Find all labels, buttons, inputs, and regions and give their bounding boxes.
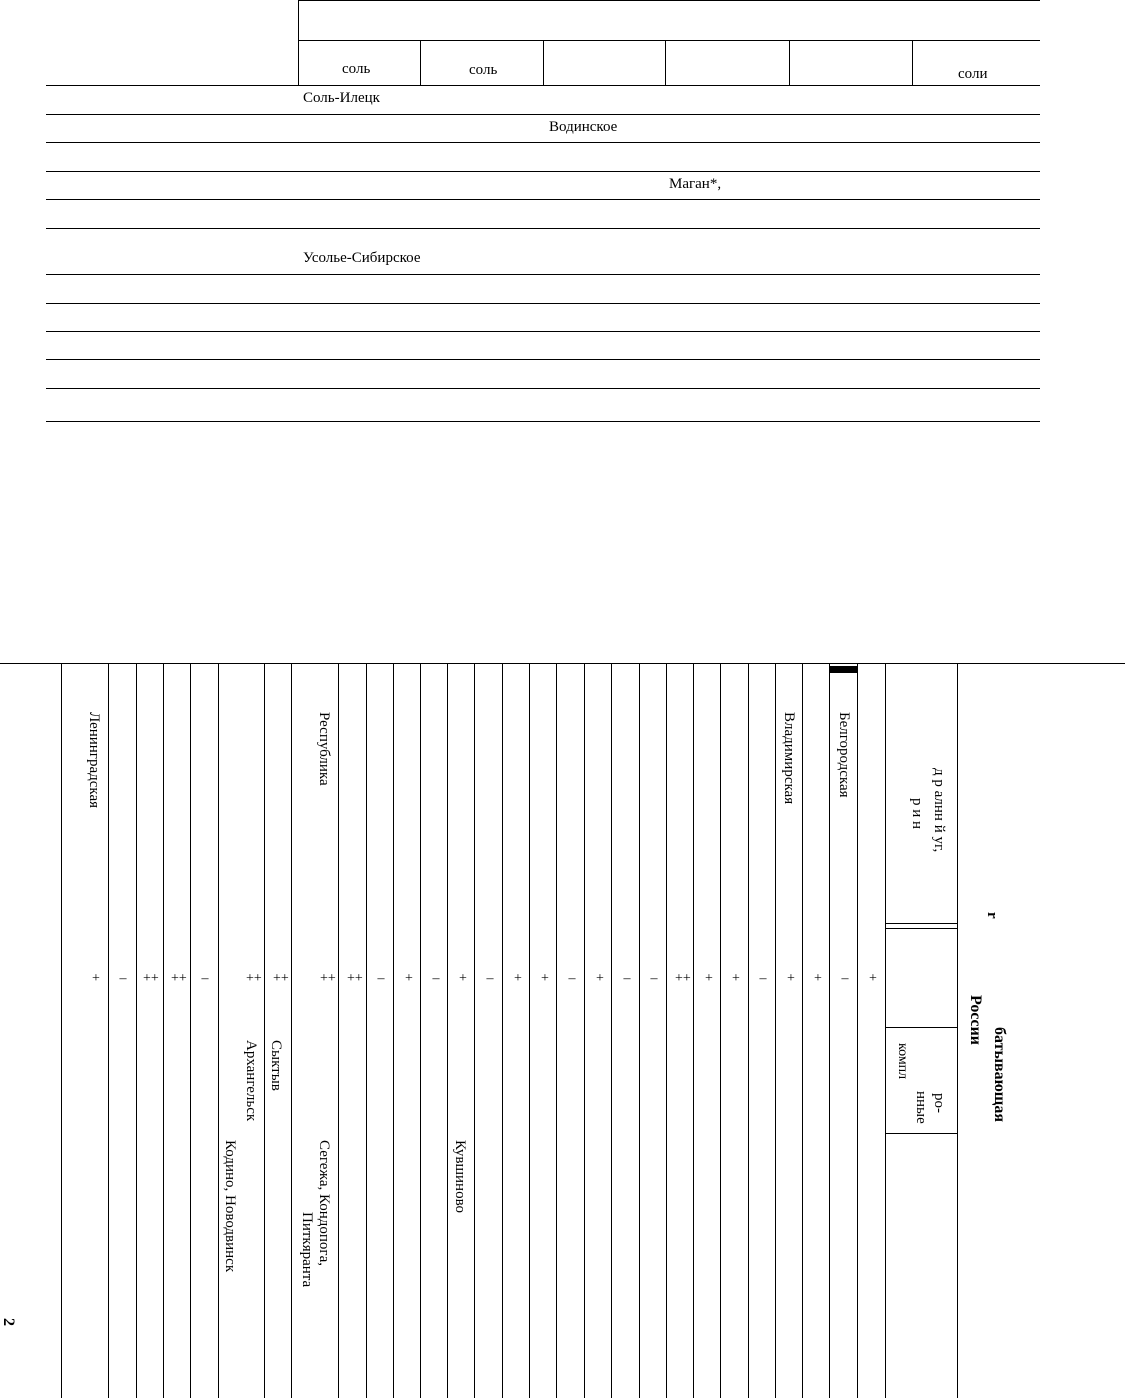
top-table-line bbox=[46, 421, 1040, 422]
bottom-table-line bbox=[885, 1027, 957, 1028]
bottom-table-line bbox=[830, 666, 858, 673]
bottom-table-line bbox=[885, 923, 957, 924]
bottom-table-line bbox=[693, 663, 694, 1398]
row-label-magan: Маган*, bbox=[669, 176, 722, 192]
top-table-line bbox=[46, 303, 1040, 304]
mark-cell: + bbox=[92, 971, 100, 986]
header-title-line-1: д р алнн й уг, bbox=[931, 768, 947, 853]
page-number: 2 bbox=[0, 1318, 17, 1326]
column-header-salts: соли bbox=[958, 66, 988, 82]
mark-cell: – bbox=[650, 971, 658, 986]
bottom-table-line bbox=[584, 663, 585, 1398]
bottom-table-line bbox=[857, 663, 858, 1398]
header-col2-line-2: нные bbox=[913, 1091, 929, 1124]
top-table-line bbox=[298, 40, 1040, 41]
mark-cell: ++ bbox=[347, 971, 363, 986]
bottom-table-line bbox=[748, 663, 749, 1398]
top-table-line bbox=[46, 199, 1040, 200]
mark-cell: ++ bbox=[143, 971, 159, 986]
top-table-line bbox=[46, 171, 1040, 172]
row-label-usolye-sibirskoye: Усолье-Сибирское bbox=[303, 250, 421, 266]
mark-cell: – bbox=[377, 971, 385, 986]
table-heading-line-2: России bbox=[967, 995, 984, 1046]
mark-cell: ++ bbox=[675, 971, 691, 986]
bottom-table-line bbox=[61, 663, 62, 1398]
mark-cell: + bbox=[705, 971, 713, 986]
bottom-table-line bbox=[502, 663, 503, 1398]
top-table-line bbox=[665, 40, 666, 86]
bottom-table-line bbox=[666, 663, 667, 1398]
bottom-table-line bbox=[291, 663, 292, 1398]
bottom-table-line bbox=[108, 663, 109, 1398]
mark-cell: – bbox=[568, 971, 576, 986]
top-table-line bbox=[298, 0, 299, 86]
header-mark: r bbox=[984, 912, 1000, 919]
bottom-table-line bbox=[529, 663, 530, 1398]
mark-cell: + bbox=[787, 971, 795, 986]
header-col2-line-3: компл bbox=[895, 1043, 910, 1080]
top-table-line bbox=[420, 40, 421, 86]
mark-cell: – bbox=[759, 971, 767, 986]
bottom-table-line bbox=[338, 663, 339, 1398]
city-pitkyaranta: Питкяранта bbox=[299, 1212, 315, 1288]
header-title-line-2: р и н bbox=[909, 798, 925, 830]
bottom-table-line bbox=[163, 663, 164, 1398]
bottom-table-line bbox=[775, 663, 776, 1398]
bottom-table-line bbox=[556, 663, 557, 1398]
bottom-table-line bbox=[802, 663, 803, 1398]
mark-cell: ++ bbox=[246, 971, 262, 986]
top-table-line bbox=[46, 331, 1040, 332]
mark-cell: – bbox=[119, 971, 127, 986]
bottom-table-line bbox=[885, 663, 886, 1398]
top-table-line bbox=[46, 228, 1040, 229]
region-vladimirskaya: Владимирская bbox=[781, 712, 797, 805]
bottom-table-line bbox=[720, 663, 721, 1398]
bottom-table-line bbox=[264, 663, 265, 1398]
bottom-table-line bbox=[885, 1133, 957, 1134]
bottom-table-line bbox=[611, 663, 612, 1398]
top-table-line bbox=[46, 274, 1040, 275]
mark-cell: ++ bbox=[320, 971, 336, 986]
top-table-line bbox=[46, 114, 1040, 115]
mark-cell: – bbox=[841, 971, 849, 986]
city-syktyvkar: Сыктыв bbox=[268, 1040, 284, 1091]
row-label-sol-iletsk: Соль-Илецк bbox=[303, 90, 380, 106]
column-header-salt-1: соль bbox=[342, 61, 371, 77]
region-belgorodskaya: Белгородская bbox=[836, 712, 852, 798]
mark-cell: + bbox=[514, 971, 522, 986]
column-header-salt-2: соль bbox=[469, 62, 498, 78]
bottom-table-line bbox=[474, 663, 475, 1398]
top-table-line bbox=[46, 388, 1040, 389]
top-table-line bbox=[543, 40, 544, 86]
top-table-line bbox=[298, 0, 1040, 1]
mark-cell: ++ bbox=[273, 971, 289, 986]
table-heading-line-1: батывающая bbox=[991, 1027, 1008, 1122]
city-arkhangelsk: Архангельск bbox=[243, 1040, 259, 1122]
bottom-table-line bbox=[136, 663, 137, 1398]
mark-cell: + bbox=[732, 971, 740, 986]
city-kodino-novodvinsk: Кодино, Новодвинск bbox=[222, 1140, 238, 1273]
mark-cell: + bbox=[814, 971, 822, 986]
bottom-table-line bbox=[218, 663, 219, 1398]
mark-cell: – bbox=[623, 971, 631, 986]
bottom-table-line bbox=[639, 663, 640, 1398]
bottom-table-line bbox=[420, 663, 421, 1398]
mark-cell: + bbox=[596, 971, 604, 986]
bottom-table-line bbox=[447, 663, 448, 1398]
top-table-line bbox=[789, 40, 790, 86]
mark-cell: + bbox=[541, 971, 549, 986]
mark-cell: – bbox=[486, 971, 494, 986]
bottom-table-line bbox=[190, 663, 191, 1398]
mark-cell: + bbox=[405, 971, 413, 986]
city-kuvshinovo: Кувшиново bbox=[452, 1140, 468, 1214]
header-col2-line-1: ро- bbox=[931, 1093, 947, 1113]
region-respublika: Республика bbox=[316, 712, 332, 786]
mark-cell: – bbox=[201, 971, 209, 986]
top-table-line bbox=[912, 40, 913, 86]
region-leningradskaya: Ленинградская bbox=[86, 712, 102, 809]
mark-cell: ++ bbox=[171, 971, 187, 986]
bottom-table-line bbox=[829, 663, 830, 1398]
bottom-table-line bbox=[957, 663, 958, 1398]
top-table-line bbox=[46, 142, 1040, 143]
bottom-table-line bbox=[393, 663, 394, 1398]
mark-cell: + bbox=[869, 971, 877, 986]
mark-cell: – bbox=[432, 971, 440, 986]
mark-cell: + bbox=[459, 971, 467, 986]
city-segezha-kondopoga: Сегежа, Кондопога, bbox=[316, 1140, 332, 1266]
bottom-table-line bbox=[885, 928, 957, 929]
top-table-line bbox=[46, 359, 1040, 360]
row-label-vodinskoe: Водинское bbox=[549, 119, 618, 135]
bottom-table-line bbox=[366, 663, 367, 1398]
